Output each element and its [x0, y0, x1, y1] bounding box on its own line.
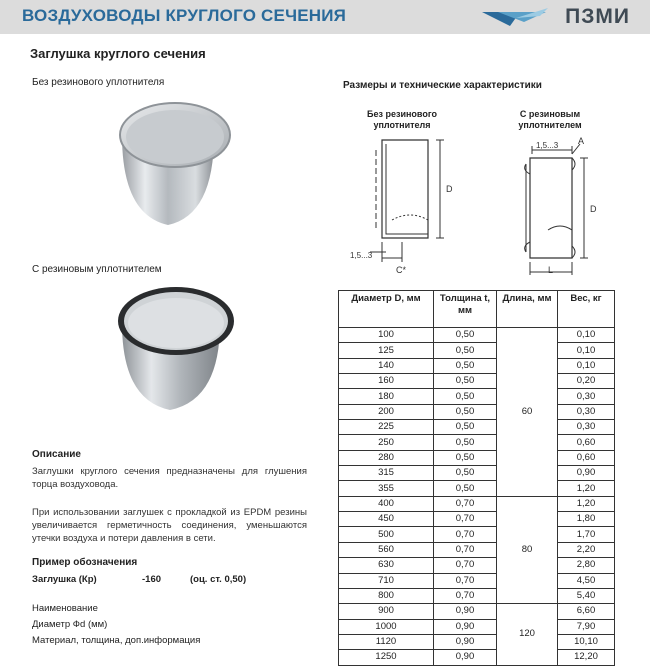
cell-diameter: 400 [339, 496, 434, 511]
cell-thickness: 0,90 [434, 604, 497, 619]
cell-thickness: 0,50 [434, 358, 497, 373]
example-name: Заглушка (Кр) [32, 574, 97, 585]
cell-weight: 6,60 [558, 604, 615, 619]
cell-thickness: 0,70 [434, 573, 497, 588]
table-row [339, 389, 615, 404]
table-row [339, 588, 615, 603]
technical-drawing [340, 130, 640, 280]
cell-thickness: 0,50 [434, 389, 497, 404]
cell-diameter: 1120 [339, 634, 434, 649]
cell-thickness: 0,50 [434, 343, 497, 358]
cell-weight: 1,70 [558, 527, 615, 542]
cell-weight: 2,80 [558, 558, 615, 573]
drawing-with-seal-title: С резиновым уплотнителем [518, 109, 582, 130]
cell-weight: 0,30 [558, 404, 615, 419]
cell-diameter: 250 [339, 435, 434, 450]
cell-thickness: 0,70 [434, 496, 497, 511]
description-paragraph-2: При использовании заглушек с прокладкой из EPDM резины увеличивается герметичность соединения, уменьшаются утечки воздуха и потери давления в сети. [32, 507, 307, 544]
cell-length: 80 [497, 496, 558, 603]
example-heading: Пример обозначения [32, 557, 138, 568]
cell-thickness: 0,50 [434, 466, 497, 481]
table-row [339, 404, 615, 419]
cell-thickness: 0,50 [434, 328, 497, 343]
table-row [339, 435, 615, 450]
drawing-without-seal-title: Без резинового уплотнителя [367, 109, 437, 130]
cell-weight: 7,90 [558, 619, 615, 634]
table-header-row [339, 291, 615, 328]
cap-with-seal-image [108, 275, 243, 415]
cell-diameter: 500 [339, 527, 434, 542]
cell-diameter: 355 [339, 481, 434, 496]
table-row [339, 634, 615, 649]
table-row [339, 573, 615, 588]
table-row [339, 358, 615, 373]
example-code: -160 [142, 574, 162, 585]
cell-diameter: 450 [339, 512, 434, 527]
cell-weight: 0,10 [558, 358, 615, 373]
cell-length: 120 [497, 604, 558, 665]
cell-diameter: 900 [339, 604, 434, 619]
cell-weight: 0,20 [558, 374, 615, 389]
dim-thickness-label-1: 1,5...3 [350, 251, 373, 260]
dim-d-label-2: D [590, 204, 597, 214]
cell-weight: 1,80 [558, 512, 615, 527]
table-row [339, 619, 615, 634]
cell-diameter: 280 [339, 450, 434, 465]
table-row [339, 450, 615, 465]
dim-c-label: C* [396, 265, 407, 275]
cell-diameter: 800 [339, 588, 434, 603]
cell-diameter: 710 [339, 573, 434, 588]
example-legend-name: Наименование [32, 603, 98, 614]
label-without-seal: Без резинового уплотнителя [32, 77, 165, 88]
table-row [339, 328, 615, 343]
table-row [339, 496, 615, 511]
cell-weight: 10,10 [558, 634, 615, 649]
cell-thickness: 0,50 [434, 420, 497, 435]
table-row [339, 542, 615, 557]
header-bar [0, 0, 650, 34]
cell-diameter: 140 [339, 358, 434, 373]
page-title: ВОЗДУХОВОДЫ КРУГЛОГО СЕЧЕНИЯ [22, 6, 347, 25]
cell-thickness: 0,90 [434, 619, 497, 634]
table-row [339, 420, 615, 435]
cell-weight: 12,20 [558, 650, 615, 665]
table-row [339, 650, 615, 665]
cell-diameter: 560 [339, 542, 434, 557]
cell-thickness: 0,50 [434, 374, 497, 389]
cell-diameter: 1000 [339, 619, 434, 634]
cell-thickness: 0,70 [434, 527, 497, 542]
description-heading: Описание [32, 449, 81, 460]
logo-mark-icon [480, 4, 550, 30]
cell-weight: 0,60 [558, 435, 615, 450]
company-logo [480, 4, 630, 30]
cell-diameter: 125 [339, 343, 434, 358]
table-row [339, 527, 615, 542]
table-row [339, 558, 615, 573]
description-paragraph-1: Заглушки круглого сечения предназначены для глушения торца воздуховода. [32, 466, 307, 490]
cell-thickness: 0,50 [434, 404, 497, 419]
cell-weight: 4,50 [558, 573, 615, 588]
cell-thickness: 0,70 [434, 558, 497, 573]
cell-weight: 5,40 [558, 588, 615, 603]
table-row [339, 374, 615, 389]
cell-thickness: 0,50 [434, 481, 497, 496]
dim-d-label-1: D [446, 184, 453, 194]
cell-diameter: 315 [339, 466, 434, 481]
example-note: (оц. ст. 0,50) [190, 574, 247, 585]
table-row [339, 466, 615, 481]
dimensions-heading: Размеры и технические характеристики [343, 80, 542, 91]
cell-weight: 0,90 [558, 466, 615, 481]
cell-weight: 1,20 [558, 481, 615, 496]
dim-thickness-label-2: 1,5...3 [536, 141, 559, 150]
cell-weight: 0,30 [558, 420, 615, 435]
spec-table [338, 290, 615, 666]
cell-thickness: 0,50 [434, 435, 497, 450]
cell-diameter: 225 [339, 420, 434, 435]
cell-thickness: 0,50 [434, 450, 497, 465]
cell-weight: 0,60 [558, 450, 615, 465]
cell-weight: 0,10 [558, 328, 615, 343]
dim-l-label: L [548, 265, 554, 275]
col-header-weight: Вес, кг [558, 291, 615, 328]
cell-length: 60 [497, 328, 558, 497]
table-row [339, 604, 615, 619]
example-legend-diameter: Диаметр Фd (мм) [32, 619, 108, 630]
dim-a-label: A [578, 136, 585, 146]
cell-diameter: 200 [339, 404, 434, 419]
cell-diameter: 630 [339, 558, 434, 573]
cell-thickness: 0,70 [434, 512, 497, 527]
cap-without-seal-image [110, 95, 235, 235]
col-header-length: Длина, мм [497, 291, 558, 328]
logo-text: ПЗМИ [565, 5, 630, 28]
label-with-seal: С резиновым уплотнителем [32, 264, 162, 275]
table-row [339, 481, 615, 496]
cell-weight: 1,20 [558, 496, 615, 511]
cell-weight: 2,20 [558, 542, 615, 557]
table-row [339, 343, 615, 358]
col-header-thickness: Толщина t, мм [434, 291, 497, 328]
cell-diameter: 100 [339, 328, 434, 343]
col-header-diameter: Диаметр D, мм [339, 291, 434, 328]
cell-thickness: 0,70 [434, 542, 497, 557]
cell-thickness: 0,90 [434, 650, 497, 665]
cell-weight: 0,10 [558, 343, 615, 358]
cell-diameter: 180 [339, 389, 434, 404]
product-title: Заглушка круглого сечения [30, 46, 206, 61]
cell-thickness: 0,70 [434, 588, 497, 603]
cell-weight: 0,30 [558, 389, 615, 404]
cell-thickness: 0,90 [434, 634, 497, 649]
example-legend-material: Материал, толщина, доп.информация [32, 635, 201, 646]
table-row [339, 512, 615, 527]
cell-diameter: 1250 [339, 650, 434, 665]
cell-diameter: 160 [339, 374, 434, 389]
